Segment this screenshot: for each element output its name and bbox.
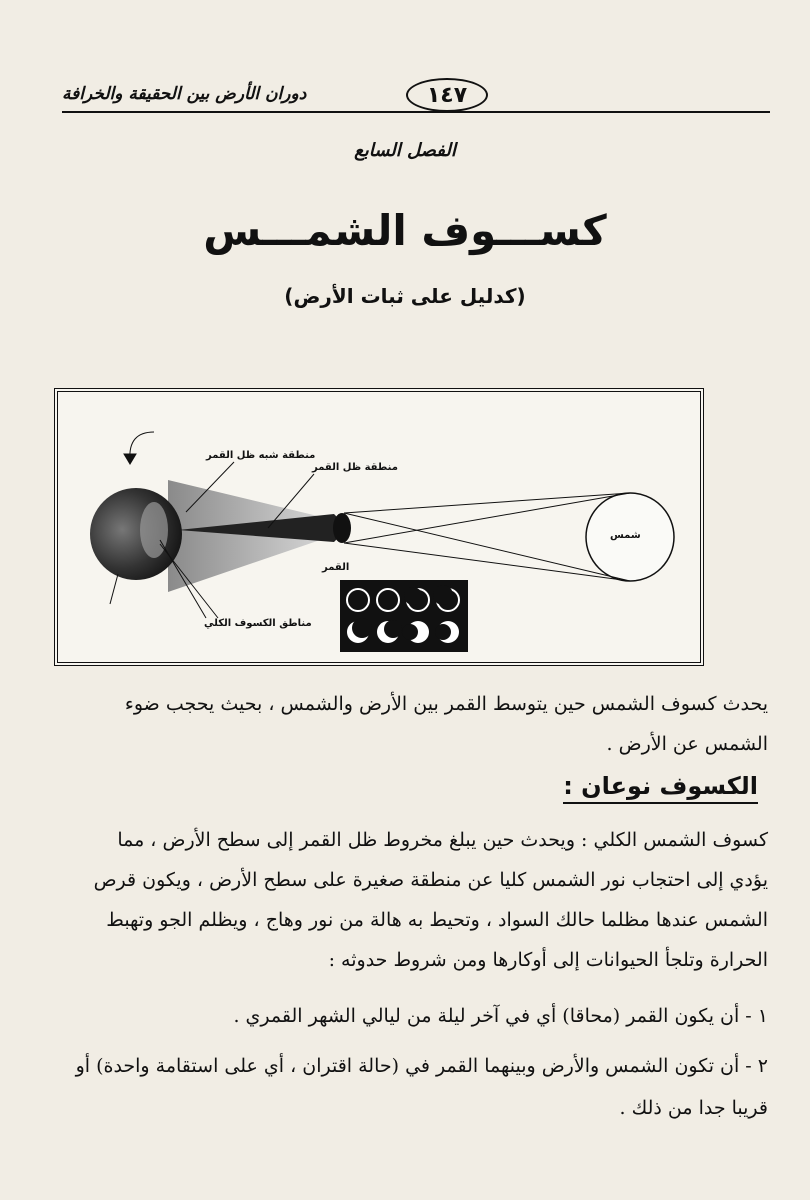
page-subtitle: (كدليل على ثبات الأرض): [284, 284, 526, 308]
moon-phases-drawing: [340, 580, 468, 652]
running-title: دوران الأرض بين الحقيقة والخرافة: [62, 84, 307, 104]
label-partial-shadow: منطقة شبه ظل القمر: [206, 450, 316, 461]
intro-line-1: يحدث كسوف الشمس حين يتوسط القمر بين الأرض والشمس ، بحيث يحجب ضوء: [124, 693, 768, 715]
intro-paragraph: [68, 684, 768, 764]
moon: [333, 513, 351, 543]
page-header: [62, 80, 770, 120]
label-total-eclipse-zones: مناطق الكسوف الكلي: [204, 618, 312, 629]
header-rule: [62, 111, 770, 113]
intro-line-2: الشمس عن الأرض .: [606, 733, 768, 755]
condition-item-2: ٢ - أن تكون الشمس والأرض وبينهما القمر في (حالة اقتران ، أي على استقامة واحدة) أو: [75, 1055, 768, 1077]
total-eclipse-paragraph: [68, 820, 768, 980]
page-title: كســـوف الشمـــس: [203, 206, 607, 255]
earth: [90, 488, 182, 580]
moon-phases-panel: [340, 580, 468, 652]
label-moon: القمر: [322, 562, 350, 573]
page-number: ١٤٧: [406, 78, 488, 112]
condition-item-1: ١ - أن يكون القمر (محاقا) أي في آخر ليلة من ليالي الشهر القمري .: [233, 1005, 768, 1027]
total-eclipse-line-2: يؤدي إلى احتجاب نور الشمس كليا عن منطقة صغيرة على سطح الأرض ، ويكون قرص: [93, 869, 768, 891]
label-umbra: منطقة ظل القمر: [312, 462, 398, 473]
label-sun: شمس: [610, 530, 641, 541]
total-eclipse-line-3: الشمس عندها مظلما حالك السواد ، وتحيط به هالة من نور وهاج ، ويظلم الجو وتهبط: [106, 909, 768, 931]
total-eclipse-line-4: الحرارة وتلجأ الحيوانات إلى أوكارها ومن شروط حدوثه :: [328, 949, 768, 971]
section-heading-types: الكسوف نوعان :: [563, 772, 758, 804]
eclipse-diagram: [54, 388, 704, 666]
total-eclipse-line-1: كسوف الشمس الكلي : ويحدث حين يبلغ مخروط ظل القمر إلى سطح الأرض ، مما: [117, 829, 768, 851]
chapter-label: الفصل السابع: [354, 140, 456, 161]
condition-item-2-continued: قريبا جدا من ذلك .: [619, 1097, 768, 1119]
